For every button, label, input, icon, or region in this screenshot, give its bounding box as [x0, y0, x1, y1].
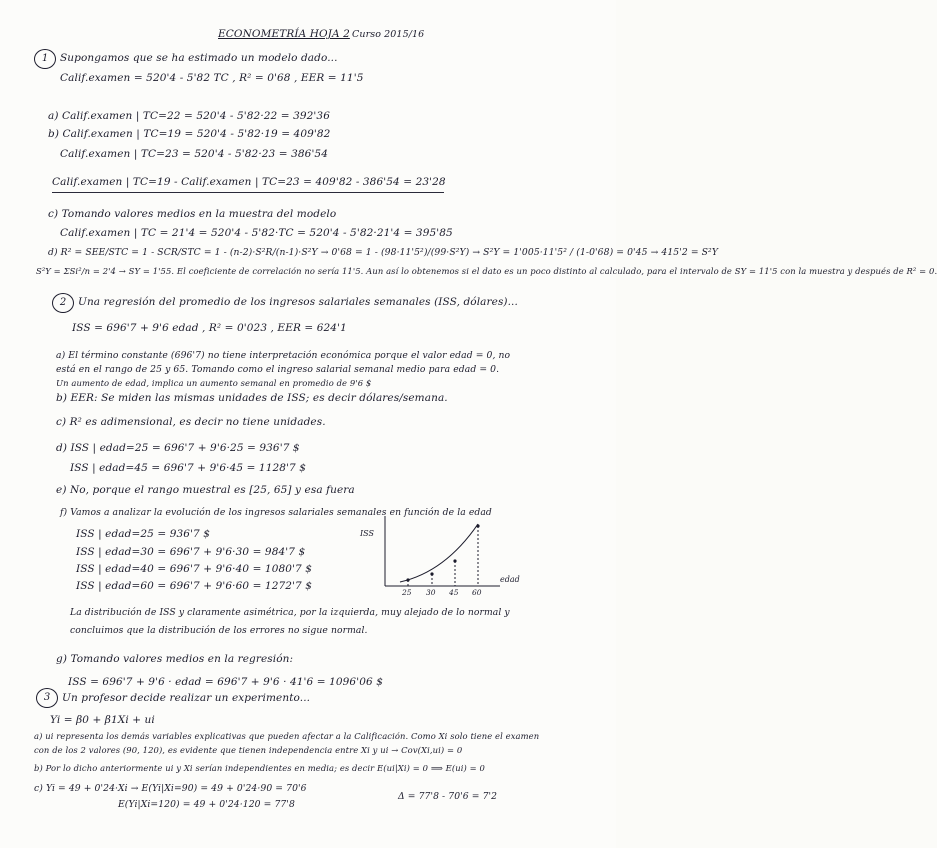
section3-intro: Un profesor decide realizar un experimento...	[62, 692, 311, 704]
section2-h-line: ISS = 696'7 + 9'6 · edad = 696'7 + 9'6 · 41'6 = 1096'06 $	[68, 676, 383, 688]
section-number-3: 3	[36, 688, 58, 708]
section-number-1: 1	[34, 49, 56, 69]
section2-f4: ISS | edad=60 = 696'7 + 9'6·60 = 1272'7 $	[76, 580, 313, 592]
section1-intro: Supongamos que se ha estimado un modelo dado...	[60, 52, 338, 64]
section2-a1: a) El término constante (696'7) no tiene interpretación económica porque el valor edad = 0, no	[56, 350, 511, 361]
section3-c3: Δ = 77'8 - 70'6 = 7'2	[398, 791, 498, 802]
section1-c-title: c) Tomando valores medios en la muestra del modelo	[48, 208, 337, 220]
section2-a3: Un aumento de edad, implica un aumento semanal en promedio de 9'6 $	[56, 378, 372, 388]
section1-a: a) Calif.examen | TC=22 = 520'4 - 5'82·22 = 392'36	[48, 110, 330, 122]
section3-c2: E(Yi|Xi=120) = 49 + 0'24·120 = 77'8	[118, 799, 295, 810]
section1-b3: Calif.examen | TC=19 - Calif.examen | TC=23 = 409'82 - 386'54 = 23'28	[52, 176, 446, 188]
graph-tick: 30	[426, 588, 436, 597]
section2-e: e) No, porque el rango muestral es [25, 65] y esa fuera	[56, 484, 355, 496]
section2-d1: d) ISS | edad=25 = 696'7 + 9'6·25 = 936'7 $	[56, 442, 300, 454]
section2-a2: está en el rango de 25 y 65. Tomando como el ingreso salarial semanal medio para edad = 0.	[56, 364, 500, 375]
section2-b: b) EER: Se miden las mismas unidades de ISS; es decir dólares/semana.	[56, 392, 448, 404]
section2-h-title: g) Tomando valores medios en la regresión:	[56, 653, 294, 665]
section2-f-title: f) Vamos a analizar la evolución de los ingresos salariales semanales en función de la edad	[60, 507, 492, 518]
graph-tick: 60	[472, 588, 482, 597]
section2-intro: Una regresión del promedio de los ingresos salariales semanales (ISS, dólares)...	[78, 296, 518, 308]
section3-c1: c) Yi = 49 + 0'24·Xi → E(Yi|Xi=90) = 49 + 0'24·90 = 70'6	[34, 783, 307, 794]
section3-b: b) Por lo dicho anteriormente ui y Xi serían independientes en media; es decir E(ui|Xi) = 0 ⟹ E(ui) = 0	[34, 763, 485, 773]
sketch-curve	[400, 524, 478, 582]
section1-d1: d) R² = SEE/STC = 1 - SCR/STC = 1 - (n-2)·S²R/(n-1)·S²Y → 0'68 = 1 - (98·11'5²)/(99·S²Y) → S²Y = 1'005·11'5² / (1-0'68) = 0'45 → 415'2 = S²Y	[48, 247, 718, 258]
graph-ylabel: ISS	[360, 529, 374, 538]
page-title: ECONOMETRÍA HOJA 2	[218, 28, 350, 40]
graph-tick: 45	[449, 588, 459, 597]
section2-f3: ISS | edad=40 = 696'7 + 9'6·40 = 1080'7 $	[76, 563, 313, 575]
section2-c: c) R² es adimensional, es decir no tiene unidades.	[56, 416, 326, 428]
section1-b1: b) Calif.examen | TC=19 = 520'4 - 5'82·19 = 409'82	[48, 128, 331, 140]
graph-tick: 25	[402, 588, 412, 597]
section3-a2: con de los 2 valores (90, 120), es evidente que tienen independencia entre Xi y ui → Cov(Xi,ui) = 0	[34, 745, 463, 755]
section2-model: ISS = 696'7 + 9'6 edad , R² = 0'023 , EER = 624'1	[72, 322, 347, 334]
underline-rule	[52, 192, 444, 193]
section3-model: Yi = β0 + β1Xi + ui	[50, 714, 155, 726]
section1-c-line: Calif.examen | TC = 21'4 = 520'4 - 5'82·TC = 520'4 - 5'82·21'4 = 395'85	[60, 227, 453, 239]
section1-b2: Calif.examen | TC=23 = 520'4 - 5'82·23 = 386'54	[60, 148, 328, 160]
section2-f2: ISS | edad=30 = 696'7 + 9'6·30 = 984'7 $	[76, 546, 306, 558]
section1-d2: S²Y = ΣSi²/n = 2'4 → SY = 1'55. El coeficiente de correlación no sería 11'5. Aun así lo obtenemos si el dato es un poco distinto al calculado, para el intervalo de SY = 11'5 con la muestra y después de R² = 0.	[36, 266, 937, 276]
section-number-2: 2	[52, 293, 74, 313]
section2-g2: concluimos que la distribución de los errores no sigue normal.	[70, 625, 368, 636]
section1-model: Calif.examen = 520'4 - 5'82 TC , R² = 0'68 , EER = 11'5	[60, 72, 364, 84]
graph-xlabel: edad	[500, 575, 520, 584]
section3-a1: a) ui representa los demás variables explicativas que pueden afectar a la Calificación. Como Xi solo tiene el examen	[34, 731, 540, 741]
course-label: Curso 2015/16	[352, 29, 425, 40]
section2-d2: ISS | edad=45 = 696'7 + 9'6·45 = 1128'7 $	[70, 462, 307, 474]
iss-edad-sketch	[360, 506, 520, 597]
section2-f1: ISS | edad=25 = 936'7 $	[76, 528, 211, 540]
section2-g1: La distribución de ISS y claramente asimétrica, por la izquierda, muy alejado de lo normal y	[70, 607, 510, 618]
